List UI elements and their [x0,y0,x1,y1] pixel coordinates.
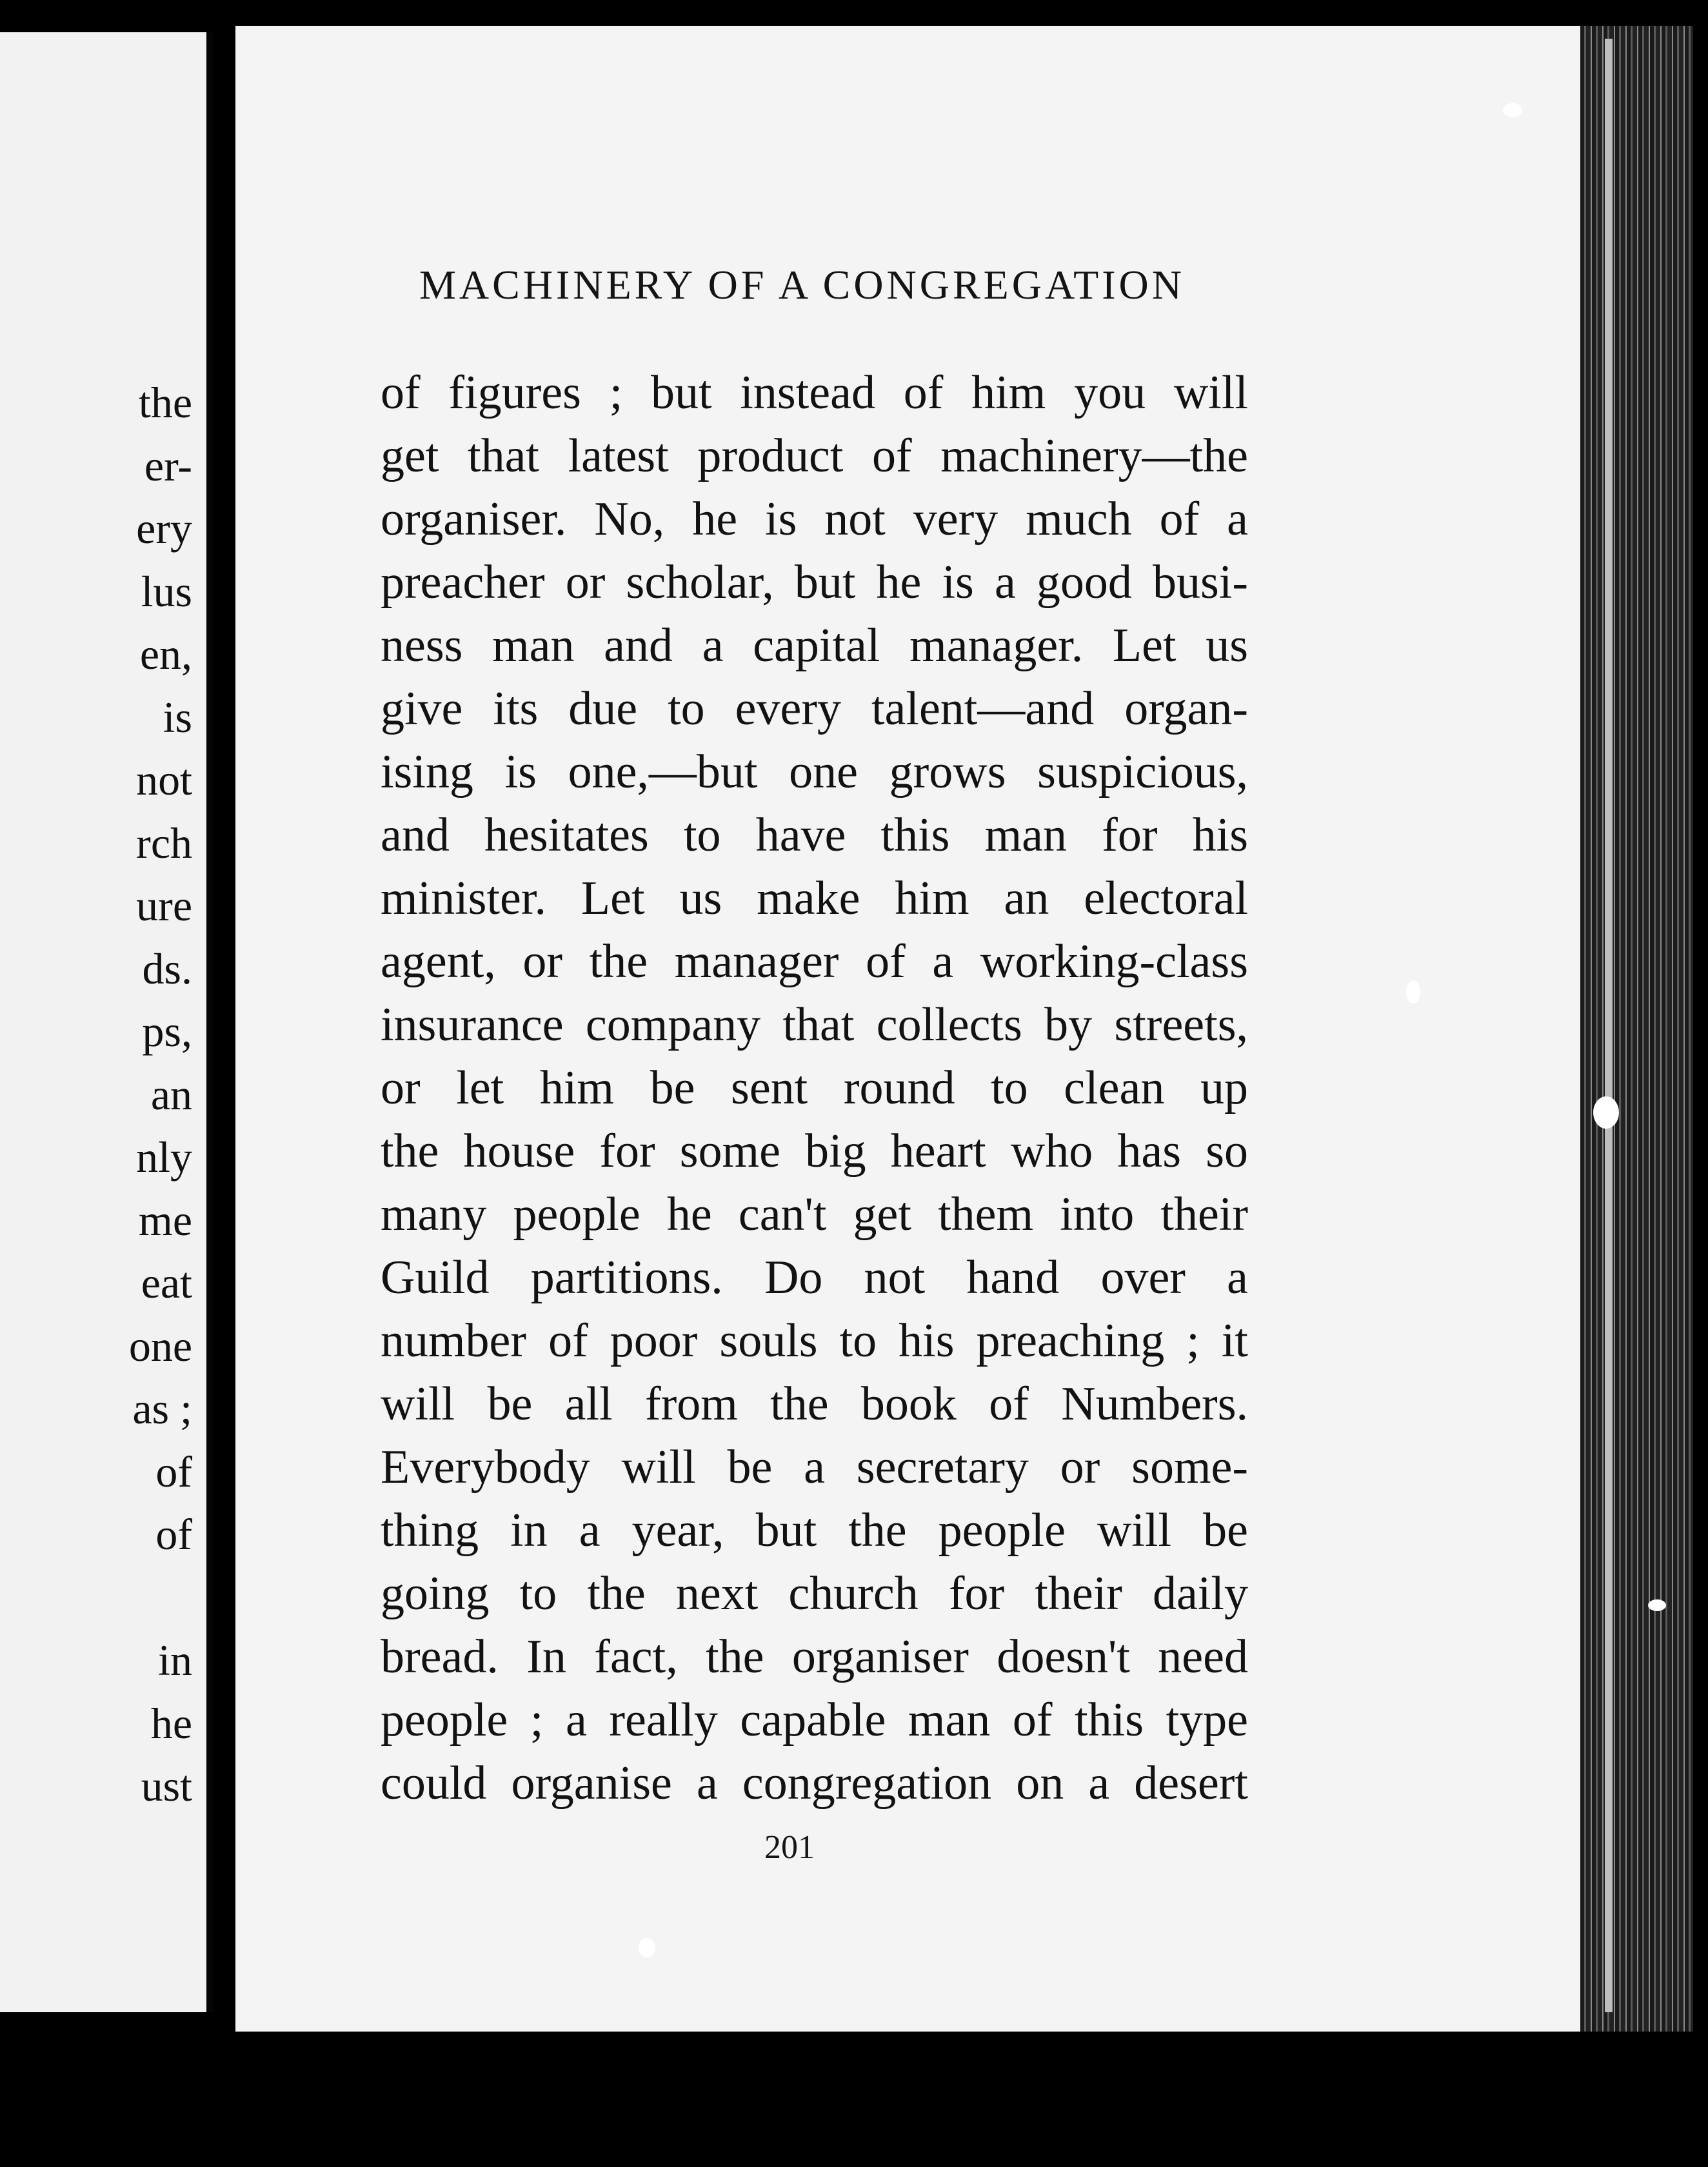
body-text [381,361,1248,1815]
left-page-fragment: the [138,378,192,427]
body-line: and hesitates to have this man for his [381,809,1248,862]
left-page-fragment: er- [144,440,192,490]
left-page-fragment: ure [136,881,192,930]
dust-speck [1406,980,1420,1004]
left-page-fragment: not [136,755,192,804]
left-page-fragment: eat [141,1258,192,1307]
left-page-fragment: an [150,1069,192,1119]
body-line: going to the next church for their daily [381,1567,1248,1620]
body-line: insurance company that collects by streets, [381,998,1248,1051]
body-line: or let him be sent round to clean up [381,1062,1248,1114]
left-page-fragment: of [155,1510,192,1559]
left-page-fragment: in [158,1636,192,1685]
body-line: agent, or the manager of a working-class [381,935,1248,988]
body-line: number of poor souls to his preaching ; it [381,1314,1248,1367]
body-line: bread. In fact, the organiser doesn't need [381,1630,1248,1683]
body-line: organiser. No, he is not very much of a [381,493,1248,546]
left-page-fragment: ps, [142,1007,192,1056]
body-line: people ; a really capable man of this type [381,1694,1248,1746]
left-page-fragment: en, [139,629,192,678]
left-page-fragment: nly [136,1133,192,1182]
dust-speck [639,1938,655,1957]
running-head: MACHINERY OF A CONGREGATION [419,262,1185,308]
body-line: will be all from the book of Numbers. [381,1378,1248,1430]
left-page-fragment: he [150,1698,192,1748]
left-page-fragment: ery [136,504,192,553]
dust-speck [1593,1096,1619,1129]
left-page-fragment: rch [136,818,192,867]
left-page-fragment: of [155,1447,192,1496]
left-page-fragment: ds. [142,944,192,993]
left-page [0,32,213,2012]
left-page-fragment: as ; [132,1384,192,1433]
body-line: many people he can't get them into their [381,1188,1248,1241]
left-page-fragment: ust [141,1761,192,1810]
left-page-fragment: is [163,692,192,742]
page-number: 201 [764,1829,815,1866]
body-line: the house for some big heart who has so [381,1125,1248,1178]
body-line: Guild partitions. Do not hand over a [381,1251,1248,1304]
left-page-fragment: lus [141,566,192,616]
body-line: ness man and a capital manager. Let us [381,619,1248,672]
body-line: preacher or scholar, but he is a good busi- [381,556,1248,609]
body-line: minister. Let us make him an electoral [381,872,1248,925]
body-line: of figures ; but instead of him you will [381,366,1248,419]
left-page-fragment: one [128,1321,192,1370]
dust-speck [1503,103,1522,117]
body-line: ising is one,—but one grows suspicious, [381,746,1248,798]
body-line: give its due to every talent—and organ- [381,682,1248,735]
page-edge-highlight [1605,39,1613,2012]
page-edges [1580,26,1693,2032]
book-gutter [213,0,235,2167]
body-line: get that latest product of machinery—the [381,430,1248,482]
body-line: thing in a year, but the people will be [381,1504,1248,1557]
left-page-fragment: me [138,1195,192,1245]
body-line: could organise a congregation on a desert [381,1757,1248,1810]
body-line: Everybody will be a secretary or some- [381,1441,1248,1494]
dust-speck [1648,1599,1666,1611]
